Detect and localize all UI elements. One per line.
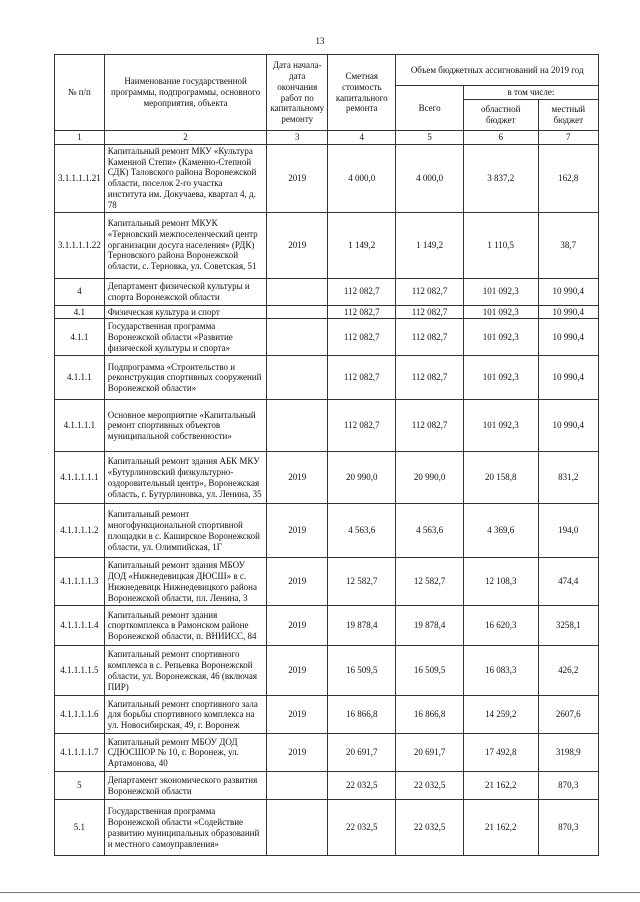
row-name: Капитальный ремонт здания МБОУ ДОД «Нижнедевицкая ДЮСШ» в с. Нижнедевицк Нижнедевицкого района Воронежской области, пл. Ленина, 3 xyxy=(104,558,267,606)
row-name: Капитальный ремонт МБОУ ДОД СДЮСШОР № 10, г. Воронеж, ул. Артамонова, 40 xyxy=(104,734,267,772)
row-name: Департамент экономического развития Воронежской области xyxy=(104,772,267,800)
row-regional: 21 162,2 xyxy=(463,772,538,800)
row-number: 3.1.1.1.1.21 xyxy=(55,144,105,212)
row-local: 870,3 xyxy=(538,800,598,856)
row-regional: 101 092,3 xyxy=(463,356,538,400)
table-row xyxy=(55,646,599,696)
row-regional: 3 837,2 xyxy=(463,144,538,212)
row-cost: 19 878,4 xyxy=(328,606,396,646)
row-local: 3258,1 xyxy=(538,606,598,646)
row-cost: 20 990,0 xyxy=(328,452,396,504)
row-name: Физическая культура и спорт xyxy=(104,305,267,319)
header-budget: Объем бюджетных ассигнований на 2019 год xyxy=(396,55,599,86)
row-cost: 4 000,0 xyxy=(328,144,396,212)
header-name: Наименование государственной программы, подпрограммы, основного мероприятия, объекта xyxy=(104,55,267,131)
row-local: 426,2 xyxy=(538,646,598,696)
row-number: 4.1.1 xyxy=(55,319,105,356)
row-total: 16 866,8 xyxy=(396,696,463,734)
row-number: 4.1.1.1.1.7 xyxy=(55,734,105,772)
row-cost: 112 082,7 xyxy=(328,305,396,319)
row-total: 4 000,0 xyxy=(396,144,463,212)
row-local: 10 990,4 xyxy=(538,305,598,319)
header-local: местный бюджет xyxy=(538,100,598,131)
row-regional: 101 092,3 xyxy=(463,278,538,305)
row-number: 3.1.1.1.1.22 xyxy=(55,212,105,278)
row-number: 4.1 xyxy=(55,305,105,319)
row-date xyxy=(267,356,328,400)
row-total: 112 082,7 xyxy=(396,319,463,356)
row-name: Основное мероприятие «Капитальный ремонт спортивных объектов муниципальной собственности» xyxy=(104,400,267,452)
table-row xyxy=(55,504,599,558)
row-regional: 20 158,8 xyxy=(463,452,538,504)
row-total: 112 082,7 xyxy=(396,305,463,319)
row-local: 831,2 xyxy=(538,452,598,504)
row-cost: 16 866,8 xyxy=(328,696,396,734)
header-cost: Сметная стоимость капитального ремонта xyxy=(328,55,396,131)
row-local: 10 990,4 xyxy=(538,319,598,356)
row-name: Капитальный ремонт спортивного зала для борьбы спортивного комплекса на ул. Новосибирская, 49, г. Воронеж xyxy=(104,696,267,734)
row-name: Государственная программа Воронежской области «Содействие развитию муниципальных образований и местного самоуправления» xyxy=(104,800,267,856)
scan-edge-line xyxy=(0,892,640,893)
row-total: 22 032,5 xyxy=(396,772,463,800)
row-name: Департамент физической культуры и спорта Воронежской области xyxy=(104,278,267,305)
row-cost: 112 082,7 xyxy=(328,319,396,356)
table-row xyxy=(55,772,599,800)
row-regional: 16 620,3 xyxy=(463,606,538,646)
table-row xyxy=(55,356,599,400)
row-total: 20 691,7 xyxy=(396,734,463,772)
row-local: 10 990,4 xyxy=(538,400,598,452)
row-total: 22 032,5 xyxy=(396,800,463,856)
column-number: 7 xyxy=(538,131,598,145)
row-date: 2019 xyxy=(267,646,328,696)
row-total: 112 082,7 xyxy=(396,278,463,305)
row-date xyxy=(267,305,328,319)
row-name: Капитальный ремонт МКУ «Культура Каменной Степи» (Каменно-Степной СДК) Таловского района Воронежской области, поселок 2-го участка института им. Докучаева, квартал 4, д. 78 xyxy=(104,144,267,212)
row-number: 4.1.1.1.1.3 xyxy=(55,558,105,606)
row-cost: 22 032,5 xyxy=(328,772,396,800)
row-number: 4 xyxy=(55,278,105,305)
header-num: № п/п xyxy=(55,55,105,131)
row-total: 12 582,7 xyxy=(396,558,463,606)
row-date xyxy=(267,400,328,452)
row-regional: 1 110,5 xyxy=(463,212,538,278)
header-including: в том числе: xyxy=(463,86,598,100)
row-date xyxy=(267,772,328,800)
table-row xyxy=(55,696,599,734)
row-regional: 21 162,2 xyxy=(463,800,538,856)
row-local: 194,0 xyxy=(538,504,598,558)
row-date: 2019 xyxy=(267,504,328,558)
row-local: 3198,9 xyxy=(538,734,598,772)
column-number: 1 xyxy=(55,131,105,145)
header-date: Дата начала-дата окончания работ по капитальному ремонту xyxy=(267,55,328,131)
row-date xyxy=(267,319,328,356)
row-name: Капитальный ремонт здания АБК МКУ «Бутурлиновский физкультурно-оздоровительный центр», Воронежская область, г. Бутурлиновка, ул. Ленина, 35 xyxy=(104,452,267,504)
table-row xyxy=(55,400,599,452)
row-total: 16 509,5 xyxy=(396,646,463,696)
row-number: 4.1.1.1.1 xyxy=(55,400,105,452)
row-number: 4.1.1.1.1.6 xyxy=(55,696,105,734)
row-total: 19 878,4 xyxy=(396,606,463,646)
column-number: 3 xyxy=(267,131,328,145)
row-local: 870,3 xyxy=(538,772,598,800)
row-local: 10 990,4 xyxy=(538,278,598,305)
row-cost: 4 563,6 xyxy=(328,504,396,558)
row-name: Подпрограмма «Строительство и реконструкция спортивных сооружений Воронежской области» xyxy=(104,356,267,400)
row-name: Государственная программа Воронежской области «Развитие физической культуры и спорта» xyxy=(104,319,267,356)
table-row xyxy=(55,319,599,356)
header-total: Всего xyxy=(396,86,463,131)
header-regional: областной бюджет xyxy=(463,100,538,131)
row-cost: 112 082,7 xyxy=(328,356,396,400)
column-number-row xyxy=(55,131,599,145)
row-cost: 112 082,7 xyxy=(328,400,396,452)
row-local: 162,8 xyxy=(538,144,598,212)
row-regional: 17 492,8 xyxy=(463,734,538,772)
page-number: 13 xyxy=(315,36,325,46)
column-number: 4 xyxy=(328,131,396,145)
row-date: 2019 xyxy=(267,212,328,278)
row-date: 2019 xyxy=(267,734,328,772)
row-name: Капитальный ремонт здания спорткомплекса в Рамонском районе Воронежской области, п. ВНИИСС, 84 xyxy=(104,606,267,646)
row-regional: 101 092,3 xyxy=(463,319,538,356)
table-body xyxy=(55,144,599,856)
row-local: 474,4 xyxy=(538,558,598,606)
row-date: 2019 xyxy=(267,452,328,504)
row-date xyxy=(267,278,328,305)
row-date: 2019 xyxy=(267,144,328,212)
row-name: Капитальный ремонт спортивного комплекса в с. Репьевка Воронежской области, ул. Воронежская, 46 (включая ПИР) xyxy=(104,646,267,696)
table-row xyxy=(55,734,599,772)
row-total: 1 149,2 xyxy=(396,212,463,278)
row-cost: 16 509,5 xyxy=(328,646,396,696)
row-cost: 20 691,7 xyxy=(328,734,396,772)
row-number: 5 xyxy=(55,772,105,800)
column-number: 6 xyxy=(463,131,538,145)
row-total: 112 082,7 xyxy=(396,356,463,400)
row-total: 20 990,0 xyxy=(396,452,463,504)
table-row xyxy=(55,278,599,305)
row-number: 4.1.1.1.1.1 xyxy=(55,452,105,504)
table-row xyxy=(55,144,599,212)
table-row xyxy=(55,452,599,504)
table-row xyxy=(55,606,599,646)
budget-table xyxy=(54,54,599,856)
row-local: 10 990,4 xyxy=(538,356,598,400)
row-number: 4.1.1.1.1.4 xyxy=(55,606,105,646)
table-row xyxy=(55,558,599,606)
row-date: 2019 xyxy=(267,696,328,734)
row-date: 2019 xyxy=(267,558,328,606)
table-row xyxy=(55,305,599,319)
row-total: 112 082,7 xyxy=(396,400,463,452)
row-number: 4.1.1.1.1.2 xyxy=(55,504,105,558)
row-cost: 22 032,5 xyxy=(328,800,396,856)
column-number: 2 xyxy=(104,131,267,145)
row-name: Капитальный ремонт многофункциональной спортивной площадки в с. Каширское Воронежской области, ул. Олимпийская, 1Г xyxy=(104,504,267,558)
row-number: 4.1.1.1.1.5 xyxy=(55,646,105,696)
row-regional: 16 083,3 xyxy=(463,646,538,696)
row-name: Капитальный ремонт МКУК «Терновский межпоселенческий центр организации досуга населения» (РДК) Терновского района Воронежской области, с. Терновка, ул. Советская, 51 xyxy=(104,212,267,278)
row-regional: 101 092,3 xyxy=(463,400,538,452)
table-row xyxy=(55,800,599,856)
row-regional: 12 108,3 xyxy=(463,558,538,606)
row-date: 2019 xyxy=(267,606,328,646)
row-regional: 14 259,2 xyxy=(463,696,538,734)
row-cost: 12 582,7 xyxy=(328,558,396,606)
row-local: 38,7 xyxy=(538,212,598,278)
row-local: 2607,6 xyxy=(538,696,598,734)
row-date xyxy=(267,800,328,856)
row-number: 4.1.1.1 xyxy=(55,356,105,400)
row-regional: 4 369,6 xyxy=(463,504,538,558)
column-number: 5 xyxy=(396,131,463,145)
row-total: 4 563,6 xyxy=(396,504,463,558)
row-cost: 112 082,7 xyxy=(328,278,396,305)
row-regional: 101 092,3 xyxy=(463,305,538,319)
row-cost: 1 149,2 xyxy=(328,212,396,278)
table-row xyxy=(55,212,599,278)
row-number: 5.1 xyxy=(55,800,105,856)
